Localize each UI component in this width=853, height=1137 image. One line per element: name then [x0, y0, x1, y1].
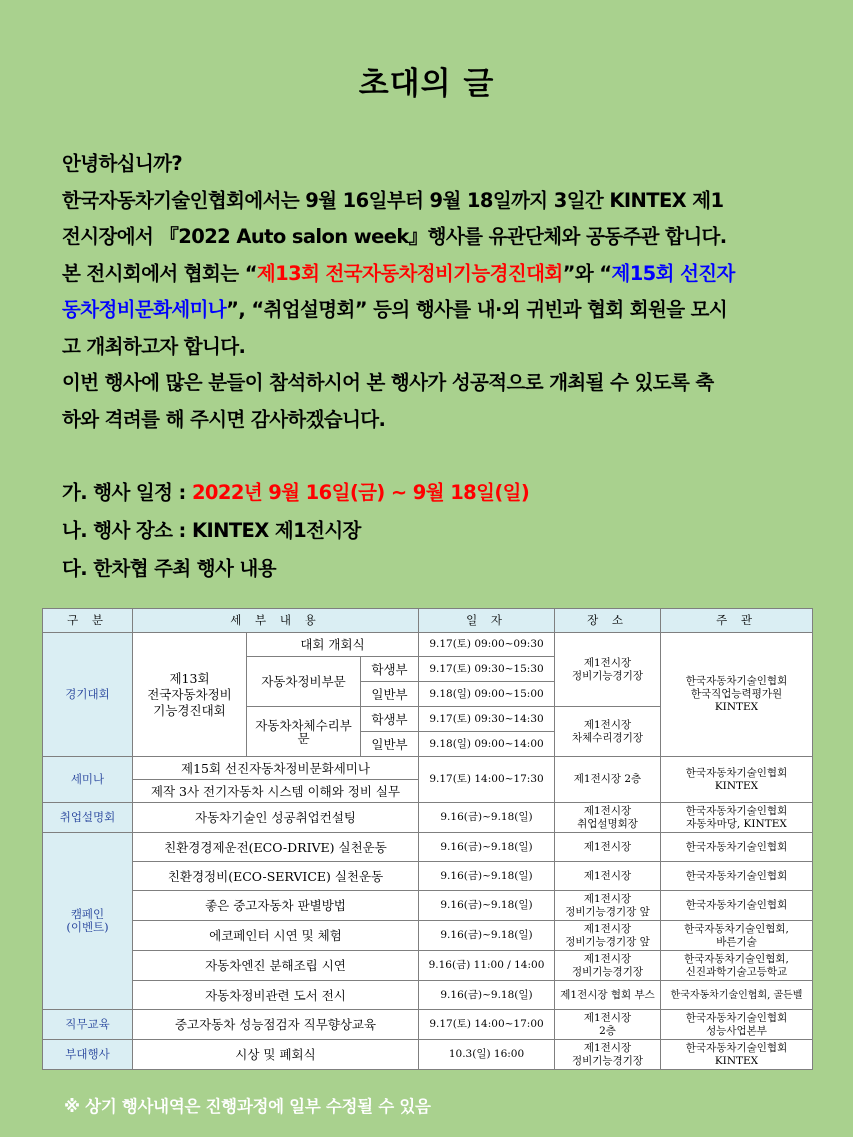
event-info	[62, 474, 802, 588]
place-cell: 제1전시장 정비기능경기장	[555, 633, 661, 707]
date-cell: 9.17(토) 14:00~17:00	[419, 1010, 555, 1040]
host-cell: 한국자동차기술인협회, 바른기술	[661, 921, 813, 951]
event-title: 자동차정비관련 도서 전시	[133, 981, 419, 1010]
letter-line: 한국자동차기술인협회에서는 9월 16일부터 9월 18일까지 3일간 KINTEX 제1	[62, 188, 724, 212]
student-division: 학생부	[361, 707, 419, 732]
category-cell: 세미나	[43, 757, 133, 803]
seminar-highlight: 동차정비문화세미나	[62, 298, 227, 321]
contest-name: 제13회 전국자동차정비 기능경진대회	[133, 633, 247, 757]
place-cell: 제1전시장 2층	[555, 757, 661, 803]
general-division: 일반부	[361, 682, 419, 707]
host-cell: 한국자동차기술인협회, 신진과학기술고등학교	[661, 951, 813, 981]
event-date	[62, 474, 802, 512]
table-header-row	[43, 609, 813, 633]
table-row	[43, 1010, 813, 1040]
header-date: 일 자	[419, 609, 555, 633]
place-cell: 제1전시장 정비기능경기장 앞	[555, 921, 661, 951]
place-cell: 제1전시장 취업설명회장	[555, 803, 661, 833]
student-division: 학생부	[361, 657, 419, 682]
date-cell: 9.16(금)~9.18(일)	[419, 891, 555, 921]
table-row	[43, 891, 813, 921]
host-cell: 한국자동차기술인협회 KINTEX	[661, 1040, 813, 1070]
place-cell: 제1전시장	[555, 862, 661, 891]
date-cell: 9.17(토) 09:30~15:30	[419, 657, 555, 682]
date-cell: 9.18(일) 09:00~15:00	[419, 682, 555, 707]
category-cell: 취업설명회	[43, 803, 133, 833]
event-title: 시상 및 폐회식	[133, 1040, 419, 1070]
seminar-highlight: 제15회 선진자	[611, 261, 735, 285]
table-row	[43, 951, 813, 981]
header-details: 세 부 내 용	[133, 609, 419, 633]
place-cell: 제1전시장 협회 부스	[555, 981, 661, 1010]
category-cell: 직무교육	[43, 1010, 133, 1040]
event-title: 친환경경제운전(ECO-DRIVE) 실천운동	[133, 833, 419, 862]
host-cell: 한국자동차기술인협회	[661, 862, 813, 891]
category-cell: 경기대회	[43, 633, 133, 757]
footnote: ※ 상기 행사내역은 진행과정에 일부 수정될 수 있음	[64, 1097, 431, 1116]
date-cell: 9.18(일) 09:00~14:00	[419, 732, 555, 757]
page-title: 초대의 글	[358, 66, 495, 102]
event-title: 친환경정비(ECO-SERVICE) 실천운동	[133, 862, 419, 891]
event-list-heading: 다. 한차협 주최 행사 내용	[62, 557, 276, 580]
date-cell: 9.17(토) 14:00~17:30	[419, 757, 555, 803]
date-value: 2022년 9월 16일(금) ~ 9월 18일(일)	[191, 481, 530, 504]
letter-line	[62, 292, 802, 329]
header-place: 장 소	[555, 609, 661, 633]
category-cell: 캠페인 (이벤트)	[43, 833, 133, 1010]
event-title: 좋은 중고자동차 판별방법	[133, 891, 419, 921]
date-cell: 9.16(금)~9.18(일)	[419, 833, 555, 862]
host-cell: 한국자동차기술인협회	[661, 833, 813, 862]
letter-line: 이번 행사에 많은 분들이 참석하시어 본 행사가 성공적으로 개최될 수 있도록 축	[62, 371, 714, 394]
schedule-table	[42, 608, 813, 1070]
host-cell: 한국자동차기술인협회	[661, 891, 813, 921]
table-row	[43, 862, 813, 891]
letter-line: 고 개최하고자 합니다.	[62, 334, 246, 358]
date-label: 가. 행사 일정 :	[62, 481, 192, 504]
contest-highlight: 제13회 전국자동차정비기능경진대회	[256, 261, 563, 285]
opening-ceremony: 대회 개회식	[247, 633, 419, 657]
host-cell: 한국자동차기술인협회 성능사업본부	[661, 1010, 813, 1040]
date-cell: 9.16(금)~9.18(일)	[419, 921, 555, 951]
division-cell: 자동차정비부문	[247, 657, 361, 707]
table-row	[43, 1040, 813, 1070]
seminar-subtitle: 제작 3사 전기자동차 시스템 이해와 정비 실무	[133, 780, 419, 803]
place-cell: 제1전시장 정비기능경기장	[555, 1040, 661, 1070]
letter-text: 본 전시회에서 협회는 “	[62, 261, 257, 285]
place-cell: 제1전시장 정비기능경기장 앞	[555, 891, 661, 921]
place-cell: 제1전시장 차체수리경기장	[555, 707, 661, 757]
letter-text: ”, “취업설명회” 등의 행사를 내·외 귀빈과 협회 회원을 모시	[226, 298, 728, 321]
table-row	[43, 921, 813, 951]
letter-line: 전시장에서 『2022 Auto salon week』행사를 유관단체와 공동주관 합니다.	[62, 225, 727, 248]
table-row	[43, 803, 813, 833]
letter-line: 안녕하십니까?	[62, 152, 183, 175]
date-cell: 9.16(금)~9.18(일)	[419, 981, 555, 1010]
place-cell: 제1전시장 정비기능경기장	[555, 951, 661, 981]
header-host: 주 관	[661, 609, 813, 633]
date-cell: 10.3(일) 16:00	[419, 1040, 555, 1070]
place-cell: 제1전시장 2층	[555, 1010, 661, 1040]
event-title: 자동차기술인 성공취업컨설팅	[133, 803, 419, 833]
table-row	[43, 981, 813, 1010]
seminar-title: 제15회 선진자동차정비문화세미나	[133, 757, 419, 780]
host-cell: 한국자동차기술인협회 자동차마당, KINTEX	[661, 803, 813, 833]
category-cell: 부대행사	[43, 1040, 133, 1070]
invitation-letter	[62, 146, 802, 438]
event-title: 에코페인터 시연 및 체험	[133, 921, 419, 951]
date-cell: 9.16(금)~9.18(일)	[419, 862, 555, 891]
host-cell: 한국자동차기술인협회 한국직업능력평가원 KINTEX	[661, 633, 813, 757]
event-place: 나. 행사 장소 : KINTEX 제1전시장	[62, 519, 361, 542]
table-row	[43, 757, 813, 780]
letter-line	[62, 256, 802, 293]
letter-line: 하와 격려를 해 주시면 감사하겠습니다.	[62, 407, 386, 431]
event-title: 중고자동차 성능점검자 직무향상교육	[133, 1010, 419, 1040]
header-category: 구 분	[43, 609, 133, 633]
date-cell: 9.17(토) 09:30~14:30	[419, 707, 555, 732]
date-cell: 9.17(토) 09:00~09:30	[419, 633, 555, 657]
division-cell: 자동차차체수리부문	[247, 707, 361, 757]
general-division: 일반부	[361, 732, 419, 757]
table-row	[43, 833, 813, 862]
date-cell: 9.16(금) 11:00 / 14:00	[419, 951, 555, 981]
place-cell: 제1전시장	[555, 833, 661, 862]
host-cell: 한국자동차기술인협회, 골든벨	[661, 981, 813, 1010]
table-row	[43, 633, 813, 657]
host-cell: 한국자동차기술인협회 KINTEX	[661, 757, 813, 803]
letter-text: ”와 “	[562, 261, 612, 285]
date-cell: 9.16(금)~9.18(일)	[419, 803, 555, 833]
event-title: 자동차엔진 분해조립 시연	[133, 951, 419, 981]
